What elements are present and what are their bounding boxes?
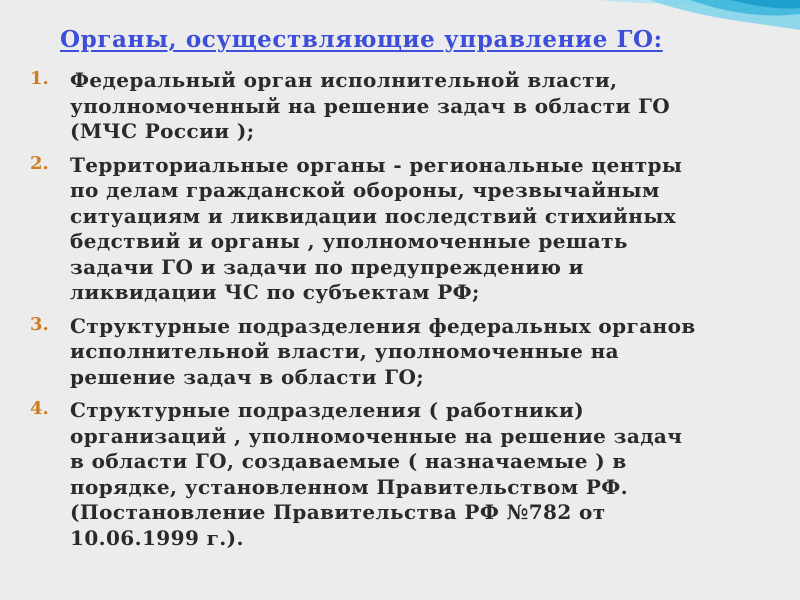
list-item [0,68,800,145]
item-number: 2. [30,152,49,174]
item-text: Федеральный орган исполнительной власти, уполномоченный на решение задач в области ГО (МЧС России ); [70,68,671,143]
item-number: 1. [30,68,49,89]
slide-title: Органы, осуществляющие управление ГО: [60,26,663,53]
item-text: Территориальные органы - региональные центры по делам гражданской обороны, чрезвычайным ситуациям и ликвидации последствий стихийных бедствий и органы , уполномоченные решать задачи ГО и задачи по предупреждению и ликвидации ЧС по субъектам РФ; [70,152,683,304]
list-item [0,314,800,391]
item-number: 3. [30,313,49,335]
item-list [0,68,800,559]
item-text: Структурные подразделения федеральных органов исполнительной власти, уполномоченные на решение задач в области ГО; [70,313,696,389]
item-text: Структурные подразделения ( работники) организаций , уполномоченные на решение задач в области ГО, создаваемые ( назначаемые ) в порядке, установленном Правительством РФ. (Постановление Правительства РФ №782 от 10.06.1999 г.). [70,398,683,550]
list-item [0,153,800,306]
list-item [0,398,800,551]
item-number: 4. [30,398,49,419]
